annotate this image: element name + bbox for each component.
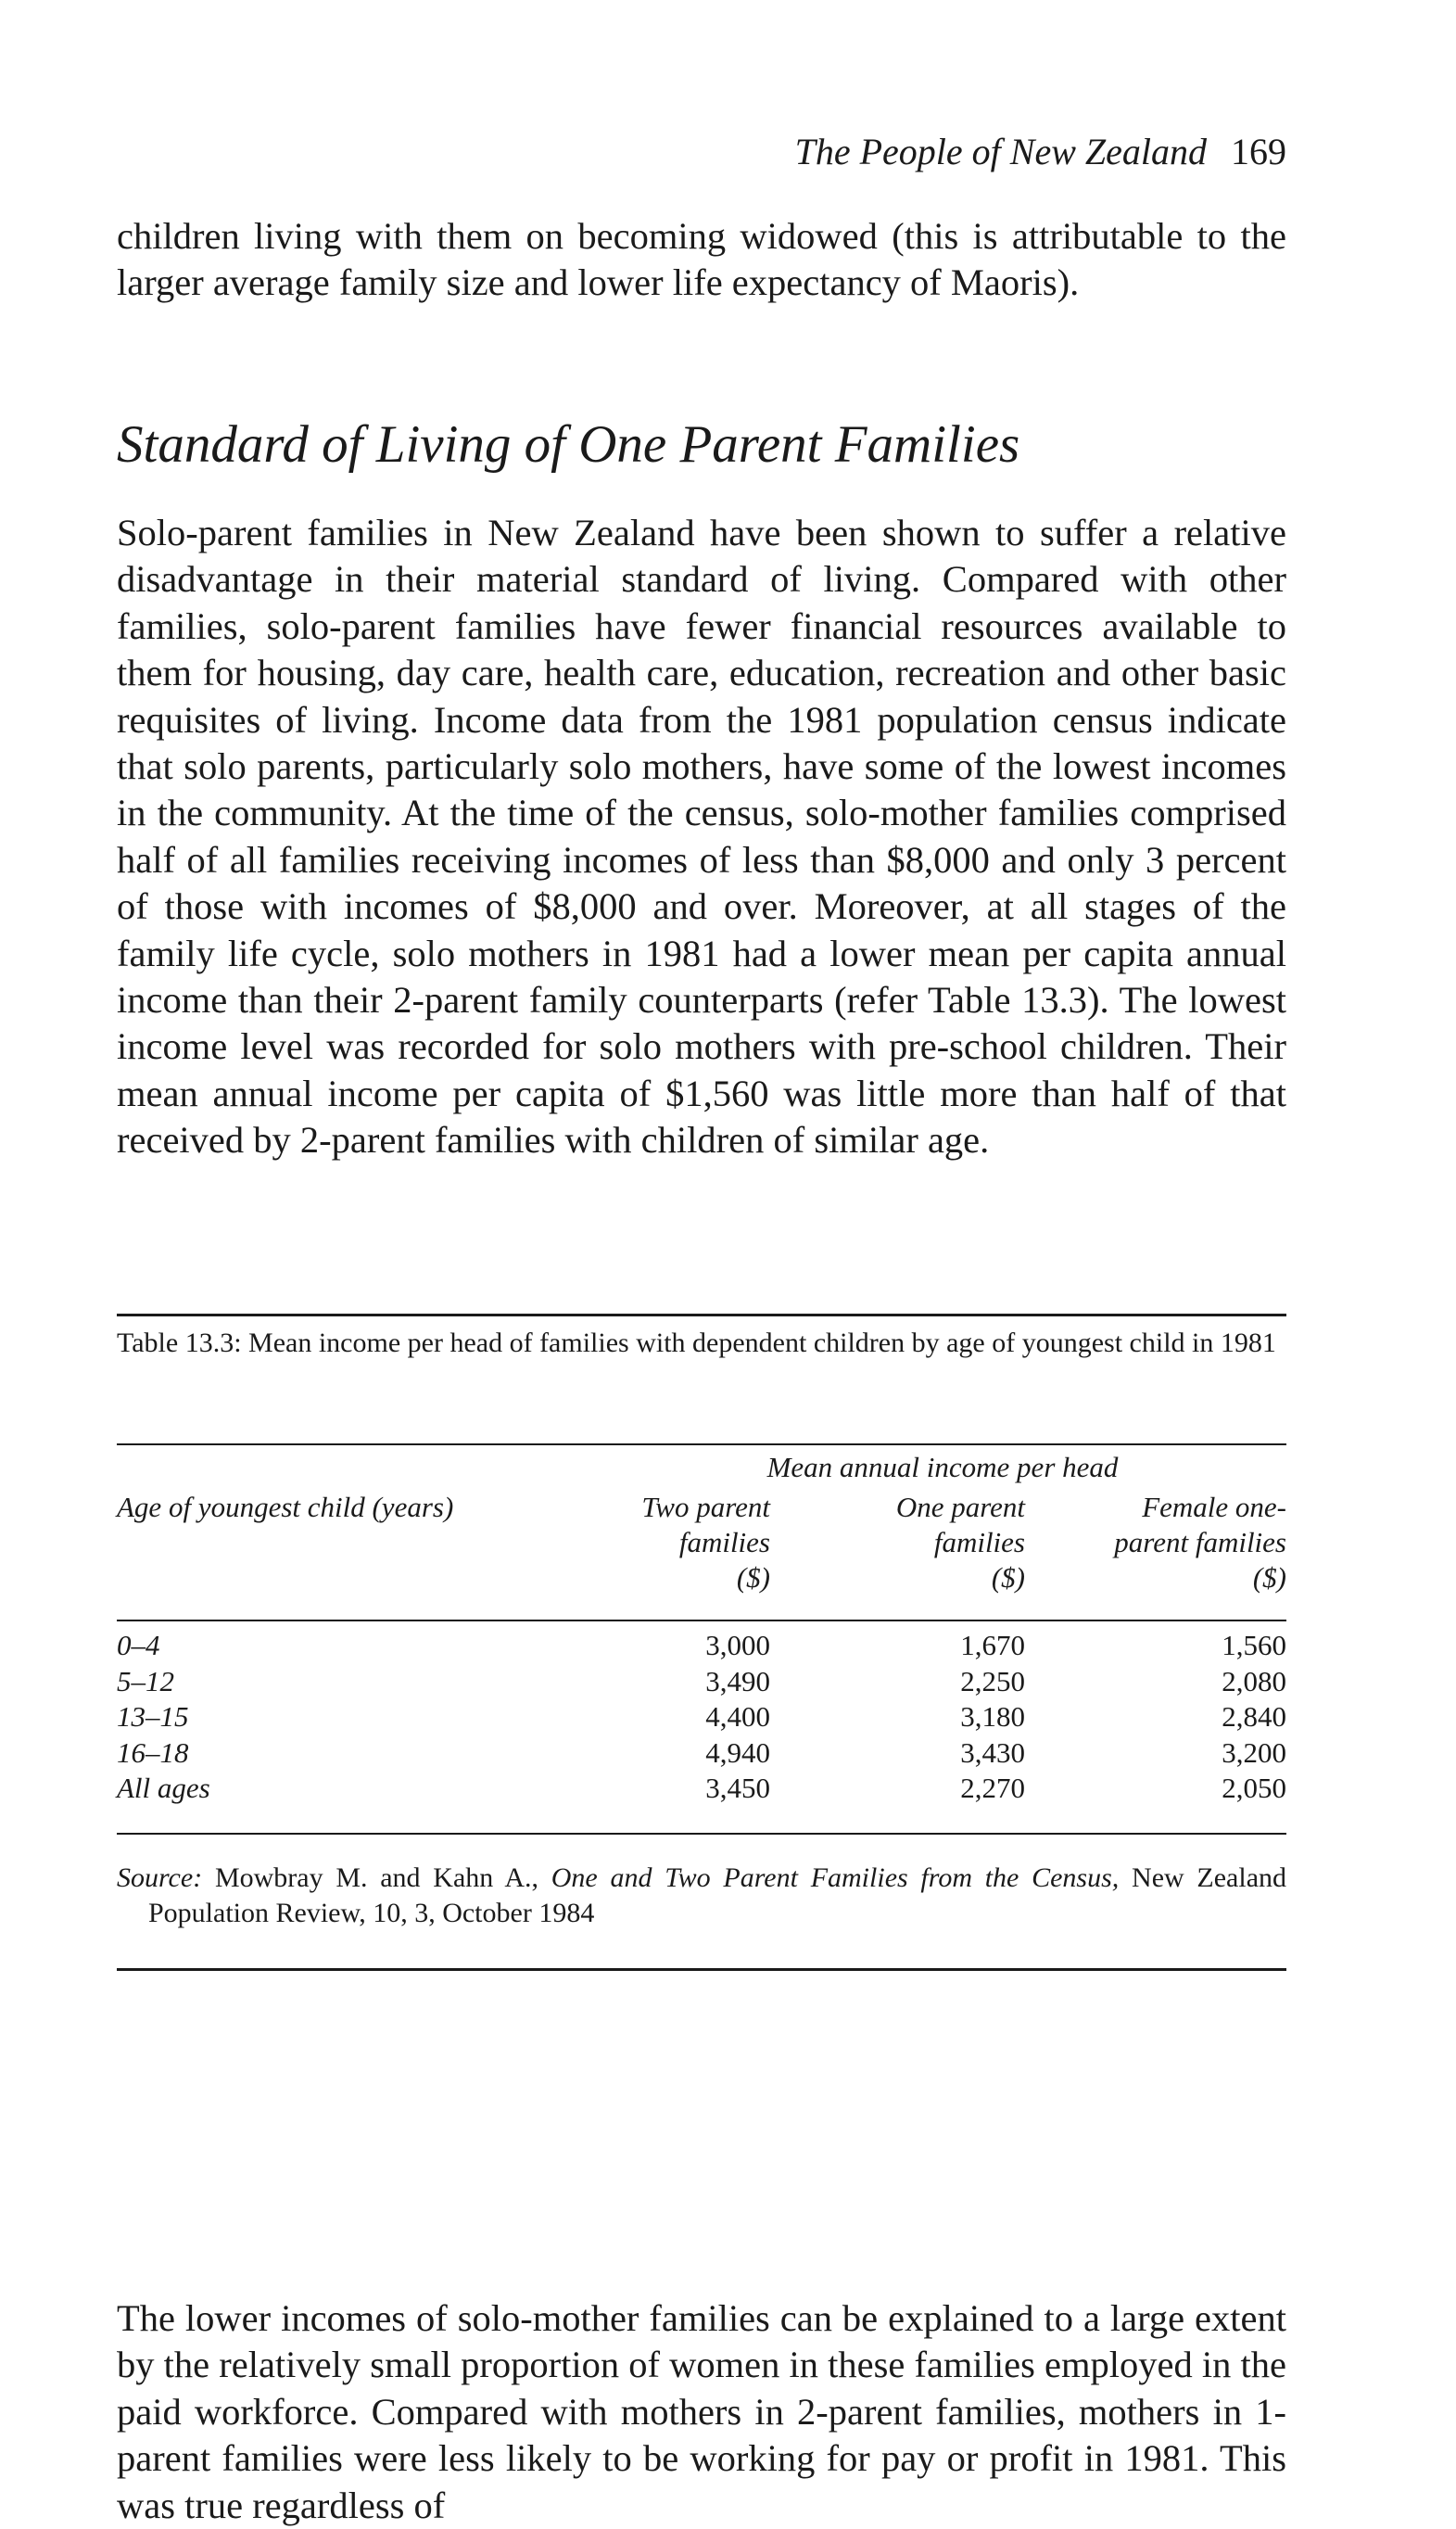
row-age: All ages <box>117 1772 210 1804</box>
cell-one-parent: 3,430 <box>960 1735 1025 1769</box>
column-header-line: Two parent <box>641 1491 770 1523</box>
table-top-rule <box>117 1314 1286 1316</box>
page-number: 169 <box>1231 131 1286 172</box>
source-title: One and Two Parent Families from the Census, <box>551 1862 1120 1893</box>
table-caption: Table 13.3: Mean income per head of families with dependent children by age of youngest child in 1981 <box>117 1328 1276 1358</box>
row-age: 5–12 <box>117 1664 174 1697</box>
table-bottom-rule <box>117 1968 1286 1971</box>
source-authors: Mowbray M. and Kahn A., <box>214 1862 539 1893</box>
cell-two-parent: 3,000 <box>705 1629 770 1661</box>
running-head-title: The People of New Zealand <box>794 131 1207 172</box>
intro-paragraph: children living with them on becoming widowed (this is attributable to the larger average family size and lower life expectancy of Maoris). <box>117 215 1286 304</box>
cell-female-one-parent: 2,840 <box>1222 1700 1286 1733</box>
column-header-line: families <box>933 1526 1025 1558</box>
table-header-rule <box>117 1443 1286 1445</box>
spanning-header: Mean annual income per head <box>766 1451 1119 1483</box>
column-header-line: parent families <box>1114 1526 1286 1558</box>
column-header-female-one-parent <box>1114 1490 1286 1595</box>
row-age: 16–18 <box>117 1735 189 1769</box>
column-header-unit: ($) <box>736 1561 770 1594</box>
table-body <box>117 1628 1286 1807</box>
source-label: Source: <box>117 1862 203 1893</box>
column-header-two-parent <box>641 1490 770 1595</box>
cell-female-one-parent: 2,080 <box>1222 1664 1286 1697</box>
column-header-unit: ($) <box>991 1561 1025 1594</box>
table-row <box>117 1628 1286 1664</box>
row-age: 13–15 <box>117 1700 189 1733</box>
cell-one-parent: 3,180 <box>960 1700 1025 1733</box>
column-header-unit: ($) <box>1252 1561 1286 1594</box>
table-row <box>117 1664 1286 1700</box>
column-header-one-parent <box>896 1490 1025 1595</box>
table-source-note <box>117 1861 1286 1931</box>
table-row <box>117 1735 1286 1772</box>
column-header-line: One parent <box>895 1491 1025 1523</box>
cell-one-parent: 1,670 <box>960 1629 1025 1661</box>
running-head <box>795 130 1286 174</box>
section-heading: Standard of Living of One Parent Families <box>117 415 1020 474</box>
book-page <box>117 0 1287 2526</box>
table-row <box>117 1699 1286 1735</box>
cell-two-parent: 3,490 <box>705 1664 770 1697</box>
cell-two-parent: 4,400 <box>705 1700 770 1733</box>
column-header-line: Female one- <box>1142 1491 1286 1523</box>
table-footer-rule <box>117 1833 1286 1835</box>
table-body-rule <box>117 1620 1286 1621</box>
cell-two-parent: 4,940 <box>705 1735 770 1769</box>
cell-female-one-parent: 1,560 <box>1222 1629 1286 1661</box>
column-header-line: families <box>678 1526 770 1558</box>
cell-one-parent: 2,250 <box>960 1664 1025 1697</box>
row-header: Age of youngest child (years) <box>117 1491 454 1523</box>
row-age: 0–4 <box>117 1629 160 1661</box>
body-paragraph: Solo-parent families in New Zealand have been shown to suffer a relative disadvantage in their material standard of living. Compared with other families, solo-parent families have fewer financial resources available to them for housing, day care, health care, education, recreation and other basic requisites of living. Income data from the 1981 population census indicate that solo parents, particularly solo mothers, have some of the lowest incomes in the community. At the time of the census, solo-mother families comprised half of all families receiving incomes of less than $8,000 and only 3 percent of those with incomes of $8,000 and over. Moreover, at all stages of the family life cycle, solo mothers in 1981 had a lower mean per capita annual income than their 2-parent family counterparts (refer Table 13.3). The lowest income level was recorded for solo mothers with pre-school children. Their mean annual income per capita of $1,560 was little more than half of that received by 2-parent families with children of similar age. <box>117 512 1286 1162</box>
cell-female-one-parent: 3,200 <box>1222 1735 1286 1769</box>
table-row <box>117 1771 1286 1807</box>
cell-female-one-parent: 2,050 <box>1222 1772 1286 1804</box>
cell-one-parent: 2,270 <box>960 1772 1025 1804</box>
source-publication: New Zealand Population Review, 10, 3, October 1984 <box>148 1862 1287 1928</box>
after-paragraph: The lower incomes of solo-mother families can be explained to a large extent by the relatively small proportion of women in these families employed in the paid workforce. Compared with mothers in 2-parent families, mothers in 1-parent families were less likely to be working for pay or profit in 1981. This was true regardless of <box>117 2297 1286 2526</box>
cell-two-parent: 3,450 <box>705 1772 770 1804</box>
